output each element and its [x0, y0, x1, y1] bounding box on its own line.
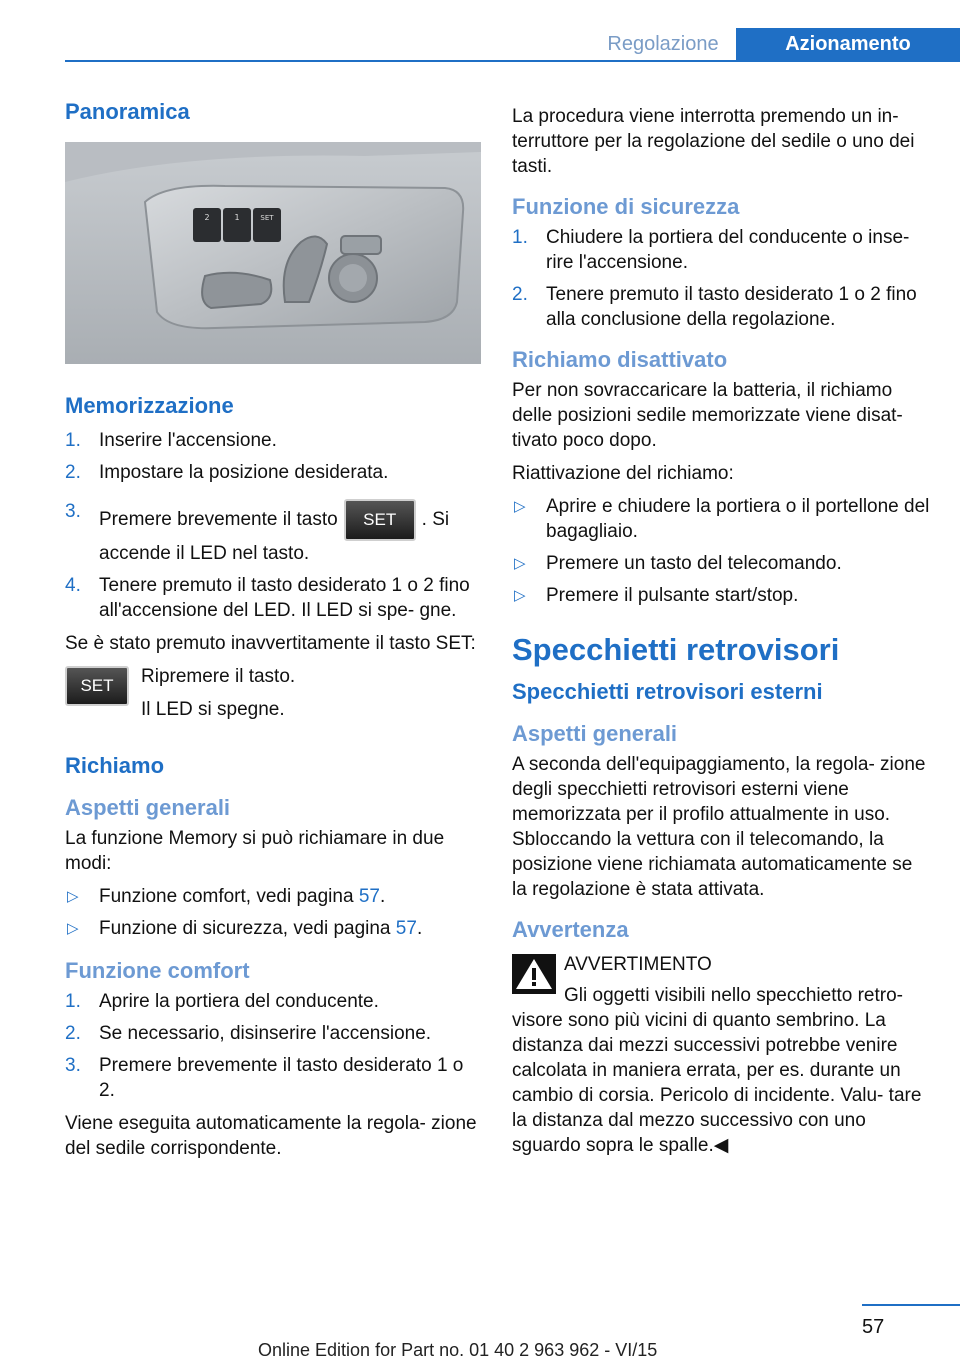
heading-funzione-comfort: Funzione comfort — [65, 958, 250, 983]
left-column — [65, 98, 481, 1169]
heading-memorizzazione: Memorizzazione — [65, 393, 234, 418]
list-item: 4. Tenere premuto il tasto desiderato 1 o 2 fino all'accensione del LED. Il LED si spe‐ gne. — [65, 575, 470, 621]
memorizzazione-steps — [65, 428, 481, 623]
heading-richiamo: Richiamo — [65, 753, 165, 778]
richiamo-intro: La funzione Memory si può richiamare in due modi: — [65, 828, 445, 874]
warning-title: AVVERTIMENTO — [564, 954, 712, 975]
heading-specchietti: Specchietti retrovisori — [512, 632, 840, 667]
triangle-bullet-icon: ▷ — [67, 920, 79, 937]
heading-specchietti-esterni: Specchietti retrovisori esterni — [512, 679, 823, 704]
svg-text:1: 1 — [234, 213, 240, 222]
list-item: 1. Aprire la portiera del conducente. — [65, 991, 379, 1012]
list-item: ▷ Aprire e chiudere la portiera o il portellone del bagagliaio. — [514, 496, 930, 542]
list-item: 3. Premere brevemente il tasto desiderato 1 o 2. — [65, 1055, 464, 1101]
heading-avvertenza: Avvertenza — [512, 917, 629, 942]
list-item: 2. Tenere premuto il tasto desiderato 1 o 2 fino alla conclusione della regolazione. — [512, 284, 917, 330]
riattivazione-label: Riattivazione del richiamo: — [512, 463, 734, 484]
sicurezza-steps — [512, 225, 932, 332]
list-item: 2. Se necessario, disinserire l'accensione. — [65, 1023, 432, 1044]
triangle-bullet-icon: ▷ — [514, 587, 526, 604]
comfort-steps — [65, 989, 481, 1103]
seat-controls-photo — [65, 142, 481, 364]
header-rule — [65, 60, 960, 62]
warning-triangle-icon — [512, 954, 556, 994]
richiamo-bullets — [65, 884, 481, 941]
set-row-text-1: Ripremere il tasto. — [141, 666, 296, 687]
list-item: ▷ Premere un tasto del telecomando. — [514, 553, 842, 574]
page-number-rule — [862, 1304, 960, 1306]
list-item: 1. Chiudere la portiera del conducente o inse‐ rire l'accensione. — [512, 227, 910, 273]
set-button-icon: SET — [65, 666, 129, 706]
svg-text:SET: SET — [260, 214, 274, 222]
riattivazione-bullets — [512, 494, 932, 608]
edition-footer: Online Edition for Part no. 01 40 2 963 962 - VI/15 — [258, 1340, 658, 1360]
set-button-icon: SET — [344, 499, 416, 541]
list-item: 2. Impostare la posizione desiderata. — [65, 462, 389, 483]
page-number: 57 — [862, 1316, 885, 1338]
interrupt-text: La procedura viene interrotta premendo un in‐ terruttore per la regolazione del sedile o uno dei tasti. — [512, 106, 915, 177]
header-tab-regolazione: Regolazione — [607, 33, 719, 55]
disattivato-text: Per non sovraccaricare la batteria, il richiamo delle posizioni sedile memorizzate viene disat‐ tivato poco dopo. — [512, 380, 903, 451]
warning-block — [512, 952, 932, 1158]
list-item: 3. Premere brevemente il tasto SET . Si accende il LED nel tasto. — [65, 501, 450, 564]
triangle-bullet-icon: ▷ — [514, 555, 526, 572]
esterni-text: A seconda dell'equipaggiamento, la regola‐ zione degli specchietti retrovisori esterni viene memorizzata per il profilo attualmente in uso. Sbloccando la vettura con il telecomando, la posizione viene richiamata automaticamente se la regolazione è stata attivata. — [512, 754, 926, 900]
heading-panoramica: Panoramica — [65, 99, 190, 124]
triangle-bullet-icon: ▷ — [67, 888, 79, 905]
heading-funzione-sicurezza: Funzione di sicurezza — [512, 194, 740, 219]
list-item: ▷ Funzione di sicurezza, vedi pagina 57. — [67, 918, 423, 939]
right-column — [512, 104, 932, 1166]
page-link[interactable]: 57 — [358, 886, 380, 907]
set-row-text-2: Il LED si spegne. — [141, 699, 285, 720]
page-link[interactable]: 57 — [395, 918, 417, 939]
heading-aspetti-generali-left: Aspetti generali — [65, 795, 231, 820]
list-item: ▷ Funzione comfort, vedi pagina 57. — [67, 886, 386, 907]
comfort-note: Viene eseguita automaticamente la regola‐ zione del sedile corrispondente. — [65, 1113, 477, 1159]
list-item: ▷ Premere il pulsante start/stop. — [514, 585, 799, 606]
heading-richiamo-disattivato: Richiamo disattivato — [512, 347, 728, 372]
seat-memory-buttons-illustration — [65, 142, 481, 364]
set-note: Se è stato premuto inavvertitamente il tasto SET: — [65, 633, 476, 654]
svg-text:2: 2 — [204, 213, 210, 222]
warning-text: visore sono più vicini di quanto sembrino. La distanza dai mezzi successivi potrebbe venire calcolata in maniera errata, per es. durante un cambio di corsia. Pericolo di incidente. Valu‐ tare la distanza dal mezzo successivo con uno sguardo sopra le spalle.◀ — [512, 1010, 922, 1156]
heading-aspetti-generali-right: Aspetti generali — [512, 721, 678, 746]
triangle-bullet-icon: ▷ — [514, 498, 526, 515]
set-instruction-row — [65, 664, 481, 734]
header-tab-azionamento: Azionamento — [736, 28, 960, 60]
warning-text-first-line: Gli oggetti visibili nello specchietto retro‐ — [564, 985, 903, 1006]
list-item: 1. Inserire l'accensione. — [65, 430, 277, 451]
